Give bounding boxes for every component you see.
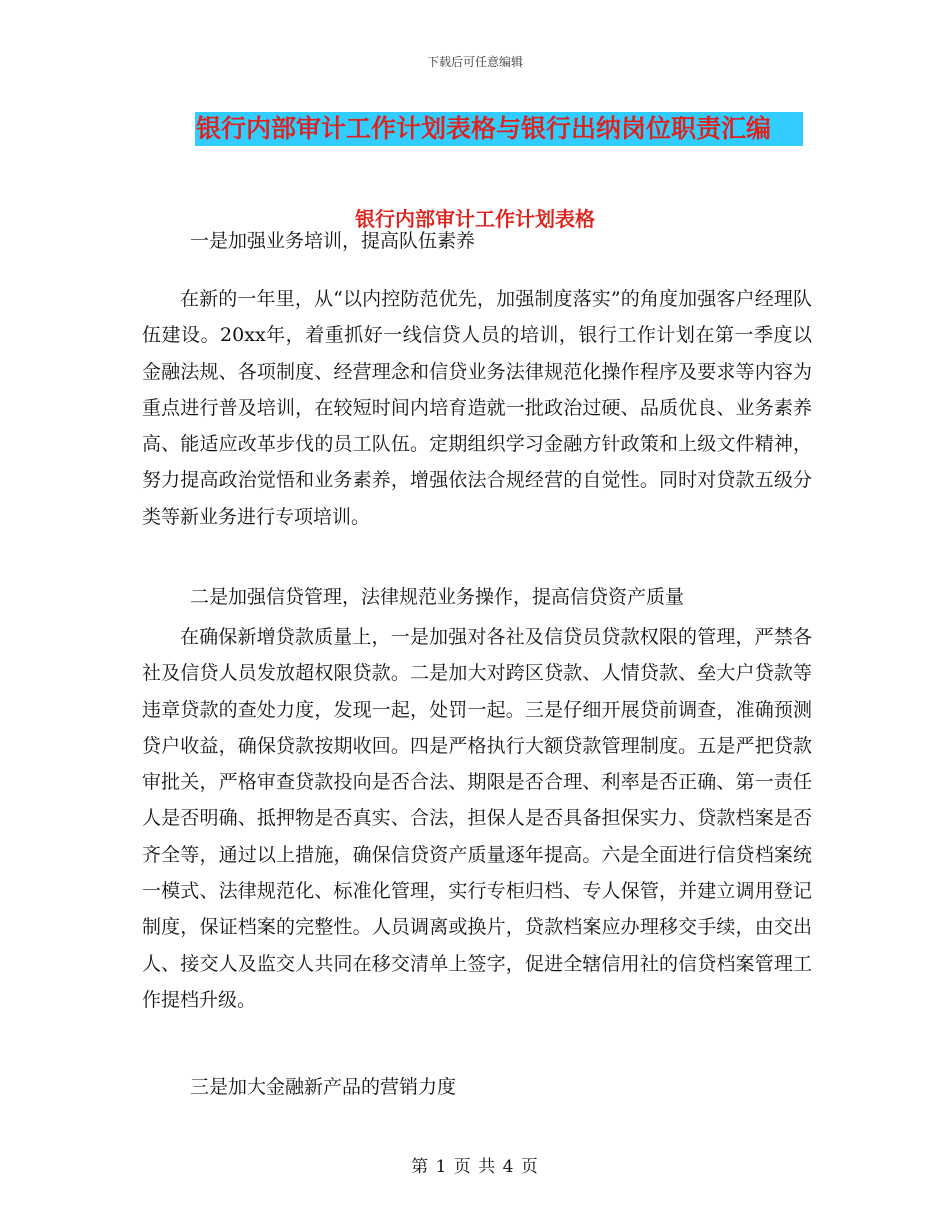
section-title: 银行内部审计工作计划表格 [355, 207, 595, 231]
paragraph-credit-management: 在确保新增贷款质量上，一是加强对各社及信贷员贷款权限的管理，严禁各社及信贷人员发放超权限贷款。二是加大对跨区贷款、人情贷款、垒大户贷款等违章贷款的查处力度，发现一起，处罚一起。三是仔细开展贷前调查，准确预测贷户收益，确保贷款按期收回。四是严格执行大额贷款管理制度。五是严把贷款审批关，严格审查贷款投向是否合法、期限是否合理、利率是否正确、第一责任人是否明确、抵押物是否真实、合法，担保人是否具备担保实力、贷款档案是否齐全等，通过以上措施，确保信贷资产质量逐年提高。六是全面进行信贷档案统一模式、法律规范化、标准化管理，实行专柜归档、专人保管，并建立调用登记制度，保证档案的完整性。人员调离或换片，贷款档案应办理移交手续，由交出人、接交人及监交人共同在移交清单上签字，促进全辖信用社的信贷档案管理工作提档升级。 [142, 626, 812, 1011]
page-number-footer: 第 1 页 共 4 页 [411, 1157, 539, 1177]
subheading-training: 一是加强业务培训，提高队伍素养 [190, 230, 476, 252]
subheading-marketing: 三是加大金融新产品的营销力度 [190, 1076, 457, 1098]
paragraph-training: 在新的一年里，从“以内控防范优先，加强制度落实”的角度加强客户经理队伍建设。20xx年，着重抓好一线信贷人员的培训，银行工作计划在第一季度以金融法规、各项制度、经营理念和信贷业务法律规范化操作程序及要求等内容为重点进行普及培训，在较短时间内培育造就一批政治过硬、品质优良、业务素养高、能适应改革步伐的员工队伍。定期组织学习金融方针政策和上级文件精神，努力提高政治觉悟和业务素养，增强依法合规经营的自觉性。同时对贷款五级分类等新业务进行专项培训。 [142, 288, 812, 528]
subheading-credit-management: 二是加强信贷管理，法律规范业务操作，提高信贷资产质量 [190, 586, 685, 608]
header-note: 下载后可任意编辑 [426, 55, 523, 69]
document-title: 银行内部审计工作计划表格与银行出纳岗位职责汇编 [195, 112, 803, 146]
